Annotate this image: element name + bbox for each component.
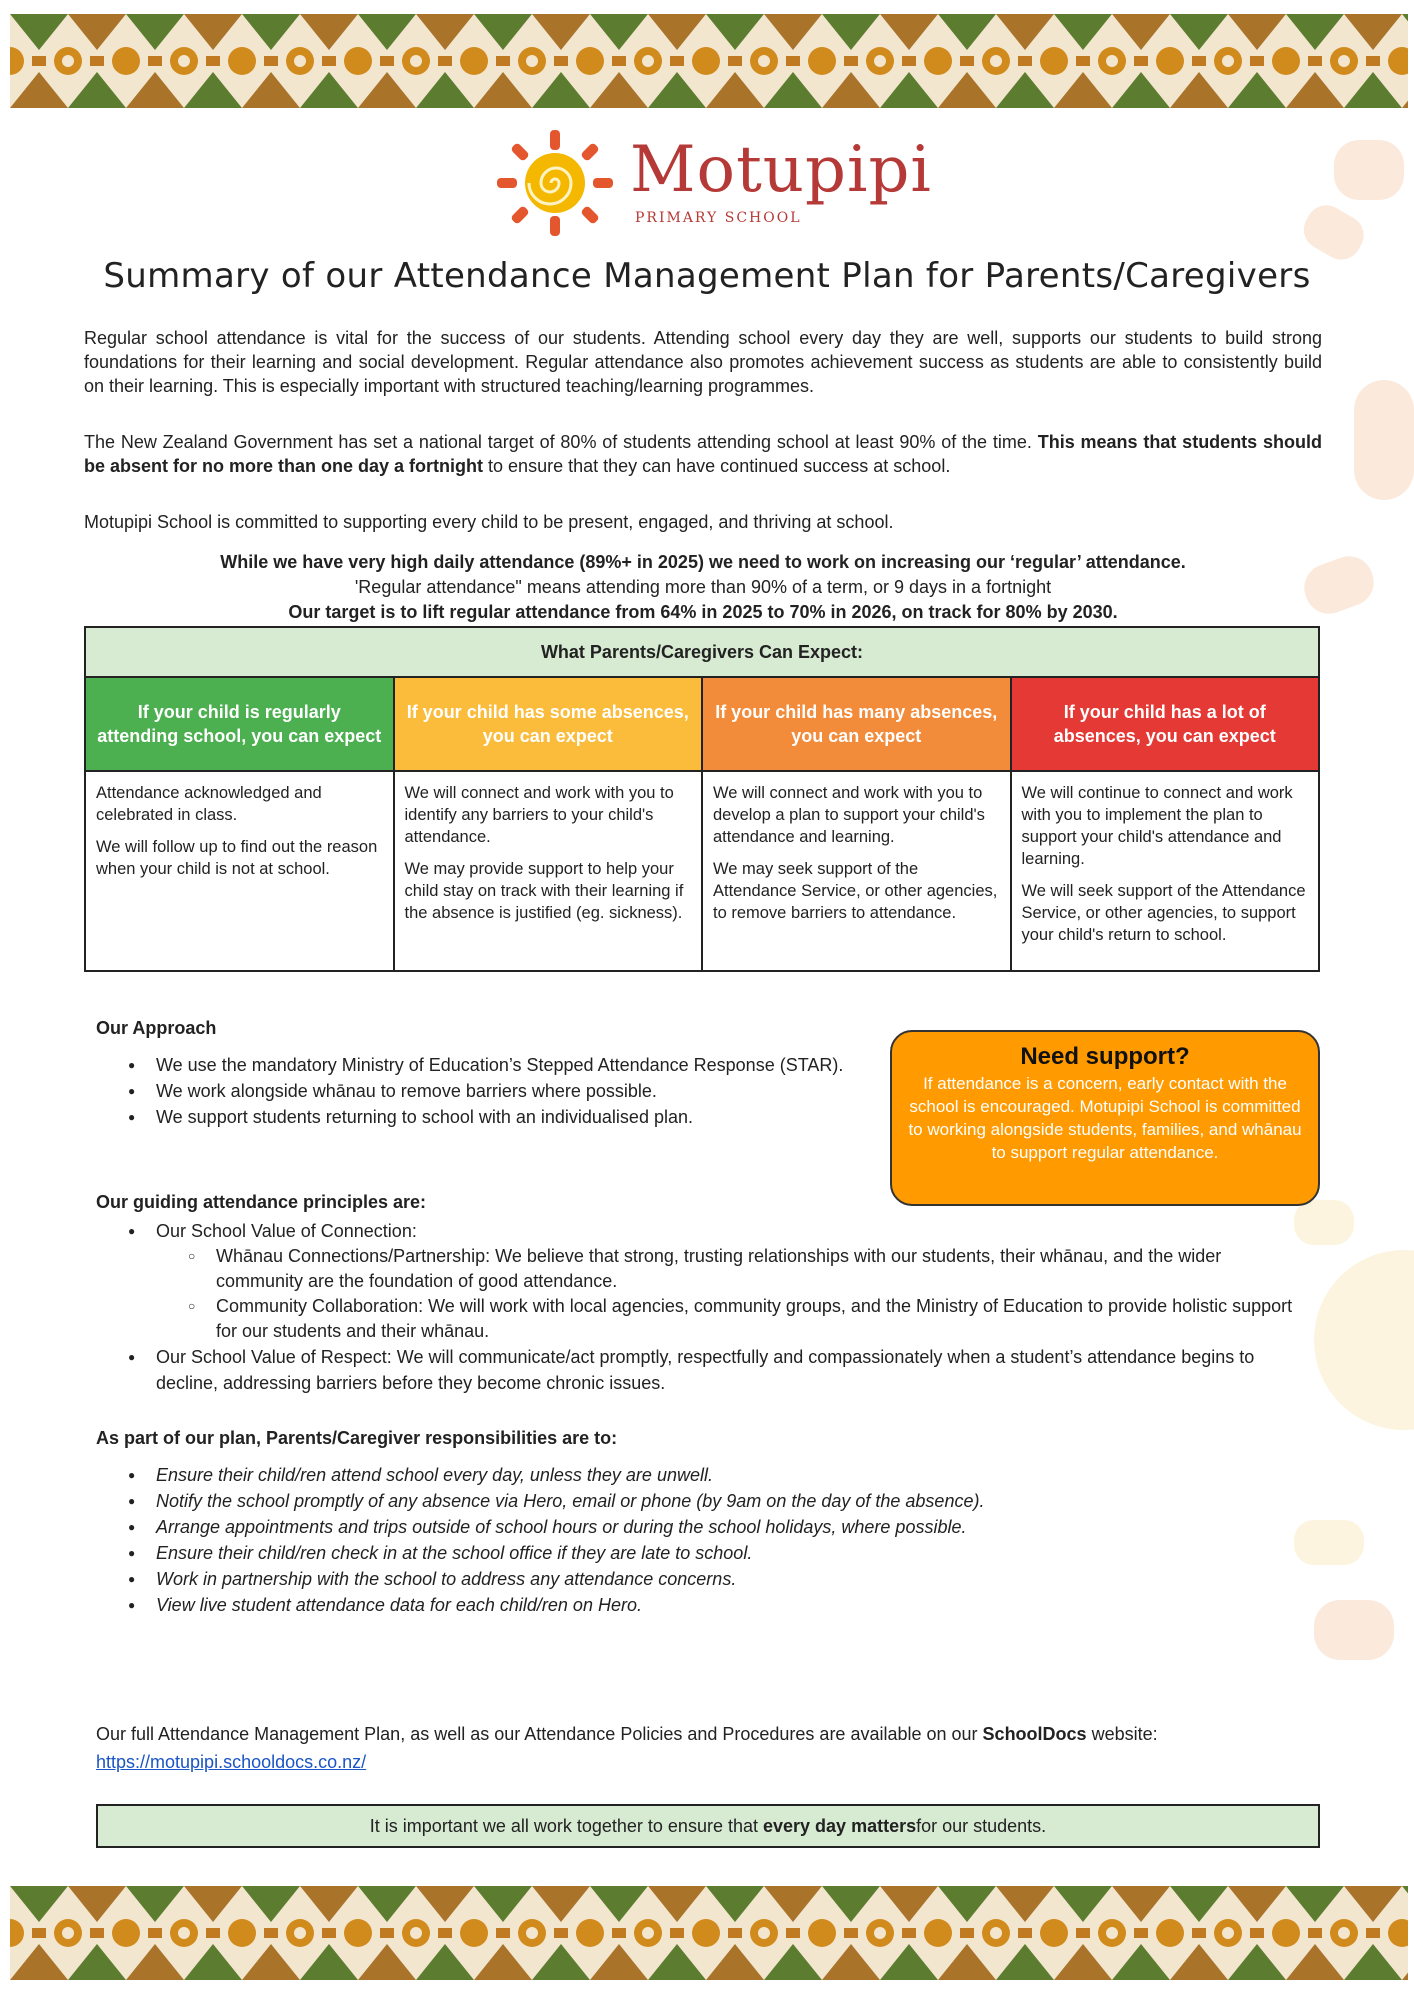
footer-text-end: website:	[1086, 1724, 1158, 1744]
highlight-line-1: While we have very high daily attendance (89%+ in 2025) we need to work on increasing our ‘regular’ attendance.	[220, 552, 1186, 572]
expect-column-text: We will connect and work with you to develop a plan to support your child's attendance and learning.	[713, 784, 985, 846]
approach-list	[96, 1052, 876, 1130]
list-item: ● We support students returning to school with an individualised plan.	[96, 1104, 876, 1130]
highlight-line-3: Our target is to lift regular attendance from 64% in 2025 to 70% in 2026, on track for 80% by 2030.	[288, 602, 1118, 622]
principles-list	[96, 1218, 1296, 1396]
expect-column-lot	[1012, 678, 1319, 972]
list-item: ● We work alongside whānau to remove barriers where possible.	[96, 1078, 876, 1104]
list-item: ○ Community Collaboration: We will work with local agencies, community groups, and the Ministry of Education to provide holistic support for our students and their whānau.	[156, 1294, 1296, 1344]
need-support-box	[890, 1030, 1320, 1206]
support-title: Need support?	[1020, 1043, 1190, 1070]
bottom-pattern-border	[10, 1886, 1408, 1980]
list-item: ○ Whānau Connections/Partnership: We believe that strong, trusting relationships with our students, their whānau, and the wider community are the foundation of good attendance.	[156, 1244, 1296, 1294]
expectations-table	[84, 626, 1320, 972]
responsibilities-list	[96, 1462, 1296, 1618]
sun-logo-icon	[495, 128, 615, 238]
school-logo	[495, 128, 932, 238]
support-text: If attendance is a concern, early contact with the school is encouraged. Motupipi School is committed to working alongside students, families, and whānau to support regular attendance.	[908, 1074, 1302, 1162]
page-title: Summary of our Attendance Management Plan for Parents/Caregivers	[103, 256, 1311, 296]
principles-sub-list	[156, 1244, 1296, 1344]
expect-column-text: We will follow up to find out the reason when your child is not at school.	[96, 838, 378, 878]
intro-p2-start: The New Zealand Government has set a national target of 80% of students attending school at least 90% of the time.	[84, 432, 1038, 452]
expect-column-regular	[86, 678, 395, 972]
expect-column-text: We will connect and work with you to identify any barriers to your child's attendance.	[404, 784, 674, 846]
expectations-table-heading: What Parents/Caregivers Can Expect:	[86, 628, 1318, 678]
intro-paragraph-2	[84, 430, 1322, 478]
list-item: ● Work in partnership with the school to address any attendance concerns.	[96, 1566, 1296, 1592]
closing-bold: every day matters	[763, 1815, 917, 1836]
intro-paragraph-1: Regular school attendance is vital for the success of our students. Attending school every day they are well, supports our students to build strong foundations for their learning and social development. Regular attendance also promotes achievement success as students are able to consistently build on their learning. This is especially important with structured teaching/learning programmes.	[84, 328, 1322, 396]
expect-column-some	[395, 678, 704, 972]
responsibilities-heading: As part of our plan, Parents/Caregiver responsibilities are to:	[96, 1428, 618, 1448]
principles-heading: Our guiding attendance principles are:	[96, 1192, 427, 1212]
list-item: ● View live student attendance data for each child/ren on Hero.	[96, 1592, 1296, 1618]
expect-column-text: We will seek support of the Attendance Service, or other agencies, to support your child's return to school.	[1021, 882, 1306, 944]
schooldocs-link[interactable]: https://motupipi.schooldocs.co.nz/	[96, 1752, 367, 1772]
highlight-line-2: 'Regular attendance" means attending more than 90% of a term, or 9 days in a fortnight	[354, 577, 1052, 597]
closing-end: for our students.	[916, 1815, 1047, 1836]
list-item: ● Ensure their child/ren attend school every day, unless they are unwell.	[96, 1462, 1296, 1488]
expect-column-header: If your child has a lot of absences, you can expect	[1012, 678, 1319, 772]
list-item	[96, 1218, 1296, 1344]
expect-column-header: If your child is regularly attending school, you can expect	[86, 678, 393, 772]
intro-p2-bold: This means that students should be absent for no more than one day a fortnight	[84, 432, 1322, 476]
expect-column-header: If your child has some absences, you can expect	[395, 678, 702, 772]
expect-column-text: We may provide support to help your child stay on track with their learning if the absence is justified (eg. sickness).	[404, 860, 684, 922]
approach-heading: Our Approach	[96, 1018, 217, 1038]
list-item: ● Notify the school promptly of any absence via Hero, email or phone (by 9am on the day of the absence).	[96, 1488, 1296, 1514]
logo-subtitle: PRIMARY SCHOOL	[635, 210, 802, 226]
footer-text-bold: SchoolDocs	[982, 1724, 1087, 1744]
list-item: ● We use the mandatory Ministry of Education’s Stepped Attendance Response (STAR).	[96, 1052, 876, 1078]
expect-column-header: If your child has many absences, you can expect	[703, 678, 1010, 772]
list-item: ● Ensure their child/ren check in at the school office if they are late to school.	[96, 1540, 1296, 1566]
logo-name: Motupipi	[630, 133, 932, 207]
principle-connection: Our School Value of Connection:	[156, 1221, 417, 1241]
expect-column-text: We will continue to connect and work with you to implement the plan to support your child's attendance and learning.	[1021, 784, 1293, 868]
closing-message-box	[96, 1804, 1320, 1848]
expect-column-many	[703, 678, 1012, 972]
expect-column-text: Attendance acknowledged and celebrated in class.	[96, 784, 322, 824]
list-item: ● Our School Value of Respect: We will communicate/act promptly, respectfully and compassionately when a student’s attendance begins to decline, addressing barriers before they become chronic issues.	[96, 1344, 1296, 1396]
closing-start: It is important we all work together to ensure that	[369, 1815, 758, 1836]
expect-column-text: We may seek support of the Attendance Service, or other agencies, to remove barriers to attendance.	[713, 860, 998, 922]
footer-paragraph	[96, 1720, 1326, 1776]
intro-p2-end: to ensure that they can have continued success at school.	[483, 456, 951, 476]
top-pattern-border	[10, 14, 1408, 108]
intro-paragraph-3: Motupipi School is committed to supporting every child to be present, engaged, and thriving at school.	[84, 512, 894, 532]
footer-text-start: Our full Attendance Management Plan, as well as our Attendance Policies and Procedures are available on our	[96, 1724, 983, 1744]
list-item: ● Arrange appointments and trips outside of school hours or during the school holidays, where possible.	[96, 1514, 1296, 1540]
